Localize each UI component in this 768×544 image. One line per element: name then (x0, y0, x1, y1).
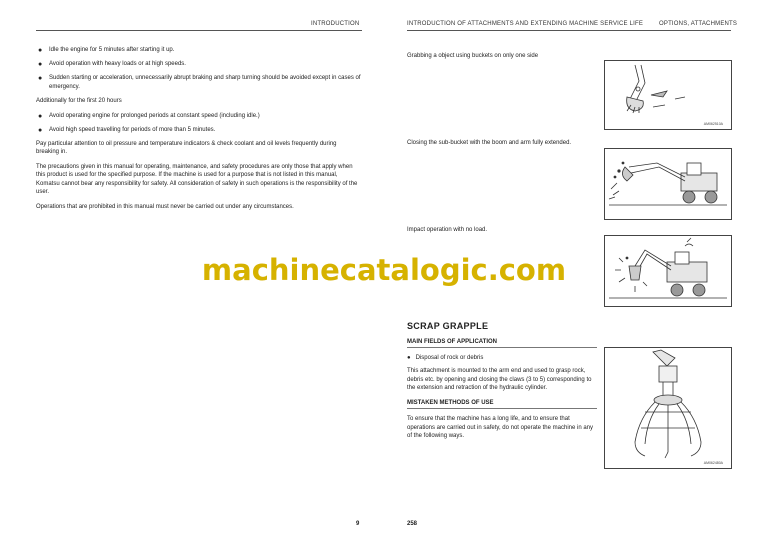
bullet-text: Avoid operating engine for prolonged periods at constant speed (including idle.) (49, 112, 260, 119)
figure-caption: Impact operation with no load. (407, 227, 488, 233)
bullet-item (36, 126, 361, 135)
bullet-item (36, 112, 361, 121)
figure-code: AM062480A (703, 461, 723, 465)
watermark-text: machinecatalogic.com (201, 253, 567, 287)
figure-caption: Grabbing a object using buckets on only one side (407, 53, 539, 59)
right-header-rule (407, 30, 731, 31)
subsection-rule (407, 408, 597, 409)
bullet-dot: ● (38, 126, 43, 134)
bullet-item (36, 46, 361, 55)
scrap-grapple-illustration (605, 348, 731, 468)
paragraph: The precautions given in this manual for operating, maintenance, and safety procedures are only those that apply when this product is used for the specified purpose. If the machine is used for a purpose that is not listed in this manual, Komatsu cannot bear any responsibility for safety. All consideration of safety in such operations is the responsibility of the user. (36, 163, 358, 195)
mistaken-text: To ensure that the machine has a long life, and to ensure that operations are carried out in safety, do not operate the machine in any of the following ways. (407, 416, 594, 439)
section-title: SCRAP GRAPPLE (407, 321, 489, 331)
bullet-text: Idle the engine for 5 minutes after starting it up. (49, 47, 175, 53)
figure-scrap-grapple (604, 347, 732, 469)
subsection-rule (407, 347, 597, 348)
excavator-bucket-illustration (605, 61, 731, 129)
right-page-header-left: INTRODUCTION OF ATTACHMENTS AND EXTENDING MACHINE SERVICE LIFE (407, 21, 644, 27)
figure-sub-bucket (604, 148, 732, 220)
bullet-dot: ● (407, 355, 414, 361)
paragraph: Pay particular attention to oil pressure and temperature indicators & check coolant and oil levels frequently during breaking in. (36, 140, 337, 155)
bullet-dot: ● (38, 75, 43, 82)
bullet-item (36, 60, 361, 69)
bullet-dot: ● (38, 112, 43, 120)
left-page-number: 9 (356, 521, 360, 527)
bullet-text: Avoid high speed travelling for periods of more than 5 minutes. (49, 126, 216, 133)
bullet-text: Sudden starting or acceleration, unnecessarily abrupt braking and sharp turning should be avoided except in cases of emergency. (49, 75, 361, 90)
bullet-text: Disposal of rock or debris (415, 355, 484, 361)
right-page-header-right: OPTIONS, ATTACHMENTS (659, 21, 738, 27)
figure-one-side-grab (604, 60, 732, 130)
left-header-rule (36, 30, 362, 31)
subsection-title-main-fields: MAIN FIELDS OF APPLICATION (407, 339, 497, 345)
additional-heading: Additionally for the first 20 hours (36, 98, 122, 104)
bullet-dot: ● (38, 47, 43, 54)
excavator-extended-illustration (605, 149, 731, 219)
figure-caption: Closing the sub-bucket with the boom and arm fully extended. (407, 140, 572, 146)
bullet-text: Avoid operation with heavy loads or at high speeds. (49, 61, 186, 67)
paragraph: Operations that are prohibited in this manual must never be carried out under any circumstances. (36, 203, 294, 210)
left-page-header: INTRODUCTION (311, 21, 360, 27)
figure-code: AM062510A (703, 122, 723, 126)
main-fields-bullet (407, 354, 595, 363)
right-page-number: 258 (407, 521, 418, 527)
main-fields-text: This attachment is mounted to the arm end and used to grasp rock, debris etc. by opening and closing the claws (3 to 5) corresponding to the extension and retraction of the hydraulic cylinder. (407, 368, 592, 391)
bullet-item (36, 74, 361, 92)
bullet-dot: ● (38, 61, 43, 68)
left-body (36, 46, 361, 217)
subsection-title-mistaken: MISTAKEN METHODS OF USE (407, 400, 494, 406)
